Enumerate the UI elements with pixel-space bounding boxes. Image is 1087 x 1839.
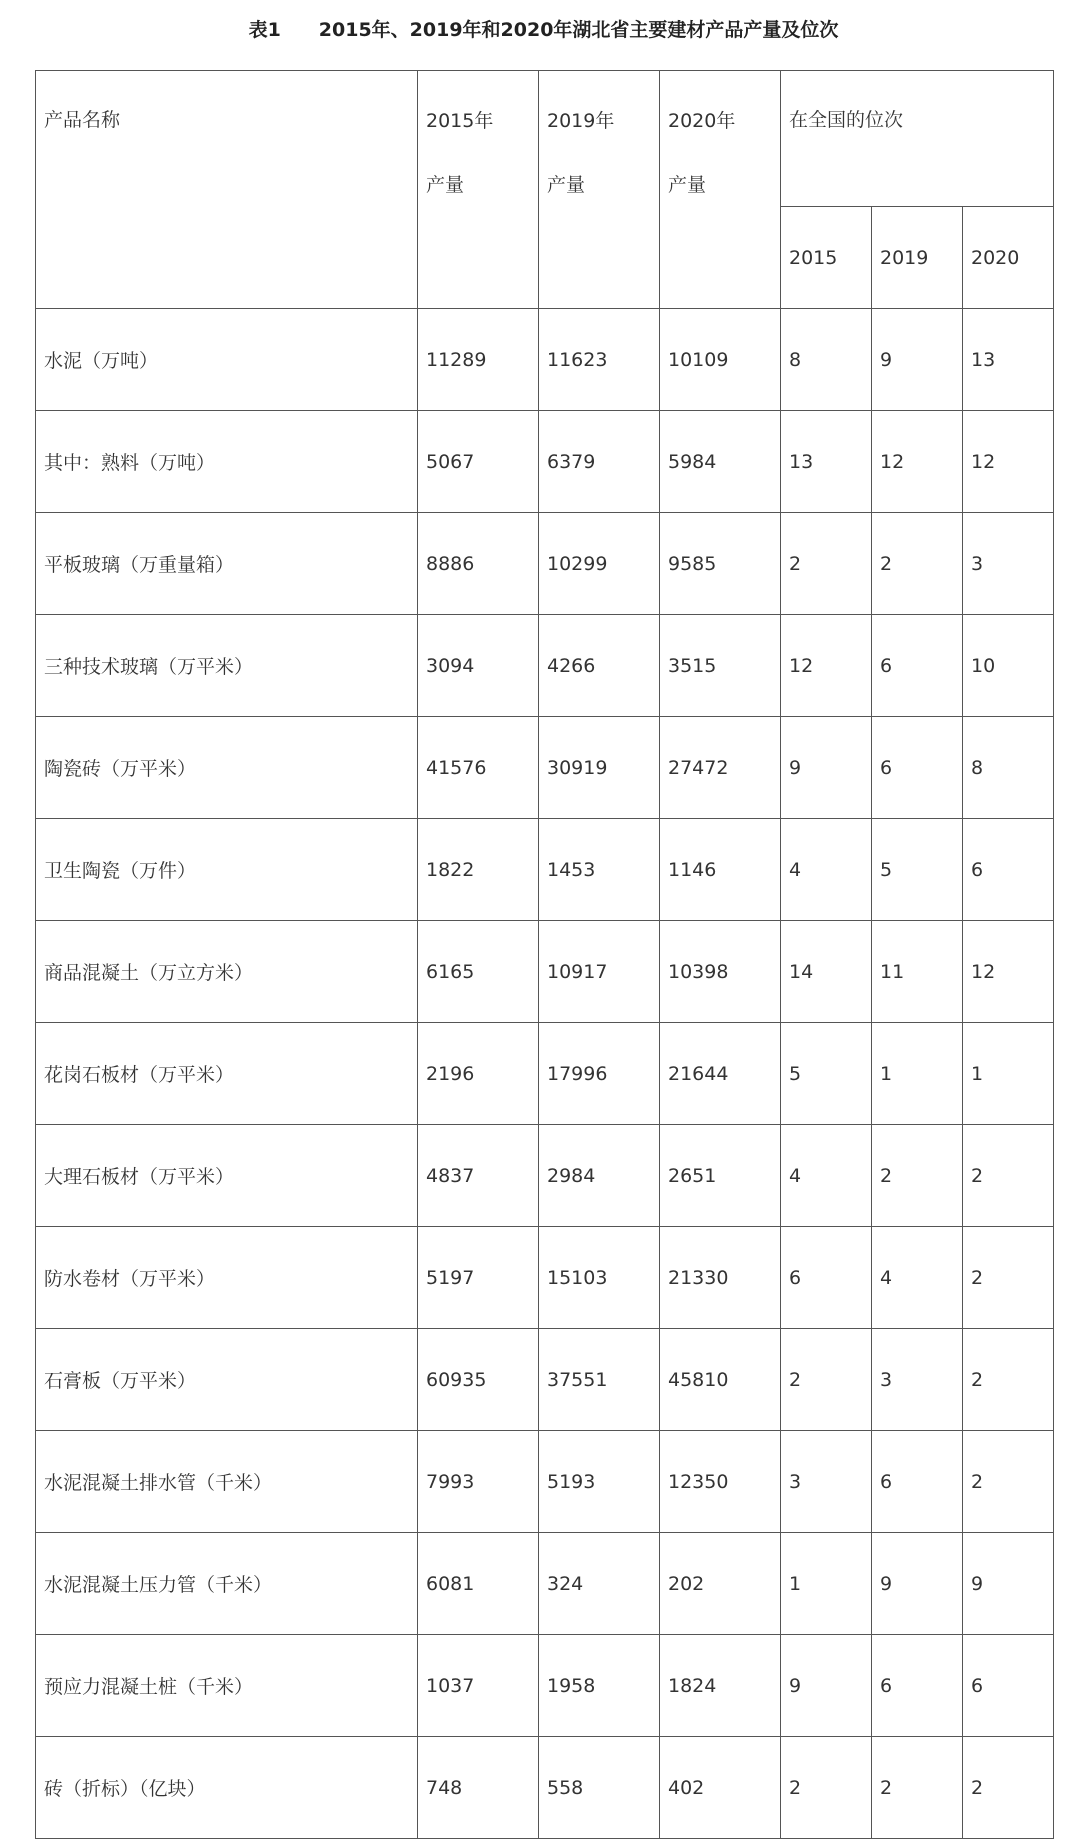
- cell-rank-2020: 8: [963, 717, 1054, 819]
- cell-output-2020: 21330: [660, 1227, 781, 1329]
- cell-rank-2020: 13: [963, 309, 1054, 411]
- table-row: [36, 513, 1054, 615]
- cell-output-2015: 1037: [418, 1635, 539, 1737]
- cell-output-2020: 45810: [660, 1329, 781, 1431]
- cell-output-2019: 5193: [539, 1431, 660, 1533]
- table-row: [36, 921, 1054, 1023]
- cell-product-name: 商品混凝土（万立方米）: [36, 921, 418, 1023]
- cell-output-2019: 1453: [539, 819, 660, 921]
- cell-rank-2020: 10: [963, 615, 1054, 717]
- cell-rank-2015: 3: [781, 1431, 872, 1533]
- header-rank-2020: 2020: [963, 207, 1054, 309]
- cell-rank-2015: 2: [781, 1329, 872, 1431]
- cell-rank-2019: 11: [872, 921, 963, 1023]
- table-row: [36, 717, 1054, 819]
- cell-rank-2020: 6: [963, 819, 1054, 921]
- header-output-2019-year: 2019年: [547, 110, 615, 132]
- cell-rank-2019: 6: [872, 717, 963, 819]
- cell-rank-2019: 6: [872, 615, 963, 717]
- header-output-2020: [660, 71, 781, 309]
- header-output-2020-year: 2020年: [668, 110, 736, 132]
- header-output-2015-label: 产量: [426, 174, 465, 196]
- table-row: [36, 1737, 1054, 1839]
- header-row-1: [36, 71, 1054, 207]
- cell-output-2020: 5984: [660, 411, 781, 513]
- cell-rank-2015: 2: [781, 1737, 872, 1839]
- cell-output-2020: 27472: [660, 717, 781, 819]
- table-row: [36, 1125, 1054, 1227]
- cell-output-2020: 21644: [660, 1023, 781, 1125]
- cell-product-name: 三种技术玻璃（万平米）: [36, 615, 418, 717]
- cell-rank-2019: 12: [872, 411, 963, 513]
- cell-output-2019: 10299: [539, 513, 660, 615]
- cell-output-2019: 17996: [539, 1023, 660, 1125]
- cell-rank-2020: 12: [963, 411, 1054, 513]
- cell-rank-2020: 2: [963, 1431, 1054, 1533]
- header-product-name: 产品名称: [36, 71, 418, 309]
- cell-rank-2020: 2: [963, 1227, 1054, 1329]
- cell-rank-2020: 3: [963, 513, 1054, 615]
- cell-rank-2015: 13: [781, 411, 872, 513]
- cell-output-2019: 4266: [539, 615, 660, 717]
- cell-rank-2020: 12: [963, 921, 1054, 1023]
- cell-rank-2020: 2: [963, 1329, 1054, 1431]
- cell-rank-2019: 9: [872, 309, 963, 411]
- cell-rank-2015: 14: [781, 921, 872, 1023]
- table-row: [36, 1227, 1054, 1329]
- cell-product-name: 卫生陶瓷（万件）: [36, 819, 418, 921]
- cell-output-2020: 402: [660, 1737, 781, 1839]
- cell-output-2019: 11623: [539, 309, 660, 411]
- cell-rank-2015: 9: [781, 717, 872, 819]
- cell-product-name: 砖（折标）（亿块）: [36, 1737, 418, 1839]
- cell-product-name: 预应力混凝土桩（千米）: [36, 1635, 418, 1737]
- cell-output-2015: 6165: [418, 921, 539, 1023]
- table-row: [36, 309, 1054, 411]
- cell-output-2015: 2196: [418, 1023, 539, 1125]
- cell-output-2015: 5067: [418, 411, 539, 513]
- cell-product-name: 其中：熟料（万吨）: [36, 411, 418, 513]
- cell-product-name: 大理石板材（万平米）: [36, 1125, 418, 1227]
- cell-rank-2020: 2: [963, 1125, 1054, 1227]
- cell-output-2020: 2651: [660, 1125, 781, 1227]
- cell-output-2020: 12350: [660, 1431, 781, 1533]
- cell-rank-2019: 4: [872, 1227, 963, 1329]
- header-output-2015-year: 2015年: [426, 110, 494, 132]
- cell-output-2020: 1146: [660, 819, 781, 921]
- header-rank-2015: 2015: [781, 207, 872, 309]
- cell-product-name: 陶瓷砖（万平米）: [36, 717, 418, 819]
- cell-rank-2020: 1: [963, 1023, 1054, 1125]
- cell-output-2019: 2984: [539, 1125, 660, 1227]
- header-output-2015: [418, 71, 539, 309]
- cell-rank-2019: 1: [872, 1023, 963, 1125]
- cell-rank-2015: 5: [781, 1023, 872, 1125]
- cell-product-name: 水泥混凝土压力管（千米）: [36, 1533, 418, 1635]
- header-output-2020-label: 产量: [668, 174, 707, 196]
- cell-product-name: 石膏板（万平米）: [36, 1329, 418, 1431]
- cell-product-name: 水泥混凝土排水管（千米）: [36, 1431, 418, 1533]
- cell-output-2020: 10398: [660, 921, 781, 1023]
- header-output-2019: [539, 71, 660, 309]
- cell-product-name: 平板玻璃（万重量箱）: [36, 513, 418, 615]
- cell-rank-2015: 1: [781, 1533, 872, 1635]
- table-caption: 表1 2015年、2019年和2020年湖北省主要建材产品产量及位次: [248, 18, 839, 41]
- header-national-rank: 在全国的位次: [781, 71, 1054, 207]
- cell-rank-2019: 2: [872, 513, 963, 615]
- cell-output-2020: 9585: [660, 513, 781, 615]
- cell-output-2020: 10109: [660, 309, 781, 411]
- table-row: [36, 1329, 1054, 1431]
- cell-output-2015: 6081: [418, 1533, 539, 1635]
- cell-rank-2019: 2: [872, 1737, 963, 1839]
- cell-output-2019: 30919: [539, 717, 660, 819]
- cell-output-2020: 202: [660, 1533, 781, 1635]
- cell-rank-2019: 3: [872, 1329, 963, 1431]
- cell-rank-2020: 2: [963, 1737, 1054, 1839]
- table-row: [36, 1635, 1054, 1737]
- cell-output-2020: 3515: [660, 615, 781, 717]
- cell-rank-2015: 12: [781, 615, 872, 717]
- cell-rank-2020: 6: [963, 1635, 1054, 1737]
- cell-output-2015: 3094: [418, 615, 539, 717]
- cell-product-name: 防水卷材（万平米）: [36, 1227, 418, 1329]
- cell-rank-2015: 8: [781, 309, 872, 411]
- header-output-2019-label: 产量: [547, 174, 586, 196]
- header-rank-2019: 2019: [872, 207, 963, 309]
- production-table: [35, 70, 1054, 1839]
- cell-rank-2019: 9: [872, 1533, 963, 1635]
- cell-product-name: 花岗石板材（万平米）: [36, 1023, 418, 1125]
- cell-output-2015: 5197: [418, 1227, 539, 1329]
- table-row: [36, 819, 1054, 921]
- table-row: [36, 615, 1054, 717]
- cell-output-2020: 1824: [660, 1635, 781, 1737]
- cell-rank-2015: 4: [781, 1125, 872, 1227]
- cell-rank-2019: 2: [872, 1125, 963, 1227]
- cell-output-2019: 558: [539, 1737, 660, 1839]
- table-row: [36, 411, 1054, 513]
- cell-product-name: 水泥（万吨）: [36, 309, 418, 411]
- cell-output-2019: 324: [539, 1533, 660, 1635]
- cell-output-2019: 37551: [539, 1329, 660, 1431]
- cell-output-2015: 8886: [418, 513, 539, 615]
- cell-output-2015: 748: [418, 1737, 539, 1839]
- cell-output-2019: 15103: [539, 1227, 660, 1329]
- table-row: [36, 1533, 1054, 1635]
- cell-rank-2019: 5: [872, 819, 963, 921]
- cell-output-2015: 4837: [418, 1125, 539, 1227]
- cell-output-2019: 1958: [539, 1635, 660, 1737]
- cell-rank-2015: 6: [781, 1227, 872, 1329]
- table-row: [36, 1431, 1054, 1533]
- cell-rank-2015: 2: [781, 513, 872, 615]
- cell-rank-2019: 6: [872, 1635, 963, 1737]
- cell-output-2015: 41576: [418, 717, 539, 819]
- cell-rank-2015: 4: [781, 819, 872, 921]
- cell-rank-2020: 9: [963, 1533, 1054, 1635]
- cell-rank-2015: 9: [781, 1635, 872, 1737]
- cell-rank-2019: 6: [872, 1431, 963, 1533]
- cell-output-2015: 1822: [418, 819, 539, 921]
- cell-output-2015: 7993: [418, 1431, 539, 1533]
- cell-output-2015: 60935: [418, 1329, 539, 1431]
- cell-output-2015: 11289: [418, 309, 539, 411]
- cell-output-2019: 10917: [539, 921, 660, 1023]
- cell-output-2019: 6379: [539, 411, 660, 513]
- table-row: [36, 1023, 1054, 1125]
